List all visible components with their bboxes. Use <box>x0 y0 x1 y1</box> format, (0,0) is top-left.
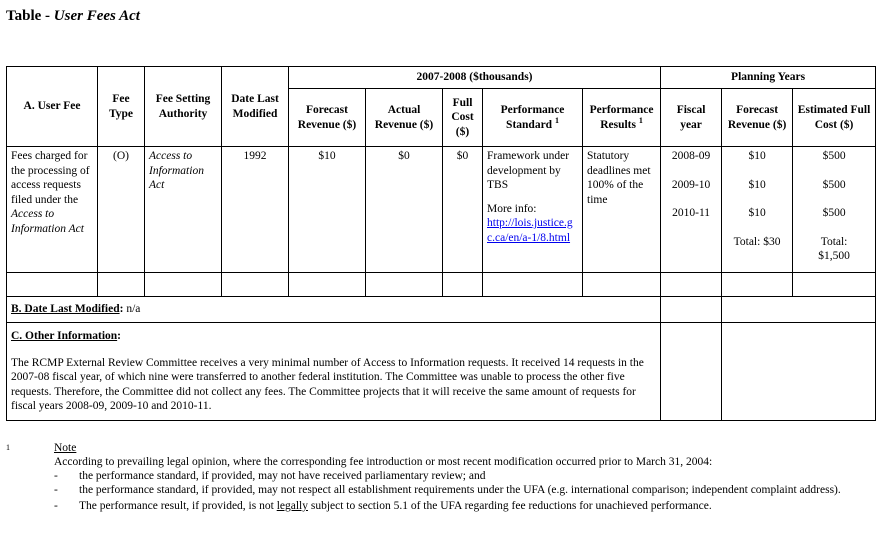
footnote-mark: 1 <box>638 115 643 125</box>
cell-performance-results: Statutory deadlines met 100% of the time <box>583 147 661 273</box>
cell-actual-revenue: $0 <box>366 147 443 273</box>
cell-full-cost: $0 <box>443 147 483 273</box>
cell-date-last-modified: 1992 <box>222 147 289 273</box>
cell-plan-revenue <box>722 147 793 273</box>
user-fee-text: Fees charged for the processing of access requests filed under the <box>11 150 90 206</box>
header-date-last-modified: Date Last Modified <box>222 67 289 147</box>
footnote <box>6 441 866 513</box>
fiscal-year-1: 2008-09 <box>671 150 711 162</box>
header-fiscal-year: Fiscal year <box>661 89 722 147</box>
section-b: B. Date Last Modified: n/a <box>7 297 661 323</box>
blank-row <box>7 273 876 297</box>
note-last-post: subject to section 5.1 of the UFA regarding fee reductions for unachieved performance. <box>307 500 712 512</box>
title-name: User Fees Act <box>53 8 140 24</box>
plan-cost-2: $500 <box>822 178 846 191</box>
header-performance-standard-label: Performance Standard <box>500 104 565 131</box>
cell-fee-type: (O) <box>98 147 145 273</box>
header-plan-forecast-revenue: Forecast Revenue ($) <box>722 89 793 147</box>
note-bullet-1-text: the performance standard, if provided, may not have received parliamentary review; and <box>79 470 486 482</box>
plan-revenue-3: $10 <box>748 207 766 219</box>
more-info-label: More info: <box>487 202 537 215</box>
header-performance-results-label: Performance Results <box>589 104 654 131</box>
note-last-underlined: legally <box>276 500 308 512</box>
section-c-label: C. Other Information <box>11 330 118 342</box>
more-info-link[interactable]: http://lois.justice.gc.ca/en/a-1/8.html <box>487 217 573 244</box>
footnote-mark: 1 <box>554 115 559 125</box>
plan-cost-3: $500 <box>822 207 846 219</box>
title-prefix: Table - <box>6 8 54 24</box>
header-planning-group: Planning Years <box>661 67 876 89</box>
note-bullet-2: - the performance standard, if provided, may not respect all establishment requirements under the UFA (e.g. international comparison; independent complaint address). <box>54 484 841 496</box>
footnote-number: 1 <box>6 443 10 452</box>
section-b-label: B. Date Last Modified <box>11 303 120 316</box>
header-full-cost: Full Cost ($) <box>443 89 483 147</box>
header-performance-standard <box>483 89 583 147</box>
header-fee-setting-authority: Fee Setting Authority <box>145 67 222 147</box>
user-fee-act: Access to Information Act <box>11 208 84 235</box>
note-bullet-1: - the performance standard, if provided, may not have received parliamentary review; and <box>54 470 486 482</box>
note-bullet-2-text: the performance standard, if provided, may not respect all establishment requirements under the UFA (e.g. international comparison; independent complaint address). <box>79 484 841 496</box>
header-period-group: 2007-2008 ($thousands) <box>289 67 661 89</box>
header-estimated-full-cost: Estimated Full Cost ($) <box>793 89 876 147</box>
cell-fiscal-years <box>661 147 722 273</box>
cell-forecast-revenue: $10 <box>289 147 366 273</box>
user-fees-table <box>6 66 876 421</box>
section-c-row <box>7 323 876 421</box>
header-performance-results <box>583 89 661 147</box>
page-title <box>6 8 140 25</box>
header-actual-revenue: Actual Revenue ($) <box>366 89 443 147</box>
cell-plan-cost <box>793 147 876 273</box>
section-c-text: The RCMP External Review Committee receives a very minimal number of Access to Information requests. It received 14 requests in the 2007-08 fiscal year, of which nine were transferred to another federal institution. The Committee was unable to process the other five requests. Therefore, the Committee did not collect any fees. The Committee projects that it will receive the same amount of requests for fiscal years 2008-09, 2009-10 and 2010-11. <box>11 356 644 412</box>
cell-performance-standard <box>483 147 583 273</box>
note-last-pre: The performance result, if provided, is not <box>79 500 277 512</box>
header-row-1 <box>7 67 876 89</box>
section-b-value: n/a <box>126 303 141 316</box>
fiscal-year-3: 2010-11 <box>672 207 711 219</box>
plan-cost-total: Total: $1,500 <box>818 235 850 262</box>
note-last: - The performance result, if provided, is not legally subject to section 5.1 of the UFA regarding fee reductions for unachieved performance. <box>54 500 712 512</box>
section-b-row <box>7 297 876 323</box>
note-intro: According to prevailing legal opinion, where the corresponding fee introduction or most recent modification occurred prior to March 31, 2004: <box>54 456 713 468</box>
performance-standard-text: Framework under development by TBS <box>487 150 570 191</box>
plan-cost-1: $500 <box>822 150 846 162</box>
plan-revenue-1: $10 <box>748 150 766 162</box>
section-c: C. Other Information: The RCMP External Review Committee receives a very minimal number of Access to Information requests. It received 14 requests in the 2007-08 fiscal year, of which nine were transferred to another federal institution. The Committee was unable to process the other five requests. Therefore, the Committee did not collect any fees. The Committee projects that it will receive the same amount of requests for fiscal years 2008-09, 2009-10 and 2010-11. <box>7 323 661 421</box>
header-forecast-revenue: Forecast Revenue ($) <box>289 89 366 147</box>
table-row <box>7 147 876 273</box>
plan-revenue-total: Total: $30 <box>733 235 781 248</box>
header-fee-type: Fee Type <box>98 67 145 147</box>
plan-revenue-2: $10 <box>748 178 766 191</box>
note-heading: Note <box>54 442 77 454</box>
fiscal-year-2: 2009-10 <box>671 178 711 191</box>
header-user-fee: A. User Fee <box>7 67 98 147</box>
cell-authority: Access to Information Act <box>145 147 222 273</box>
cell-user-fee <box>7 147 98 273</box>
